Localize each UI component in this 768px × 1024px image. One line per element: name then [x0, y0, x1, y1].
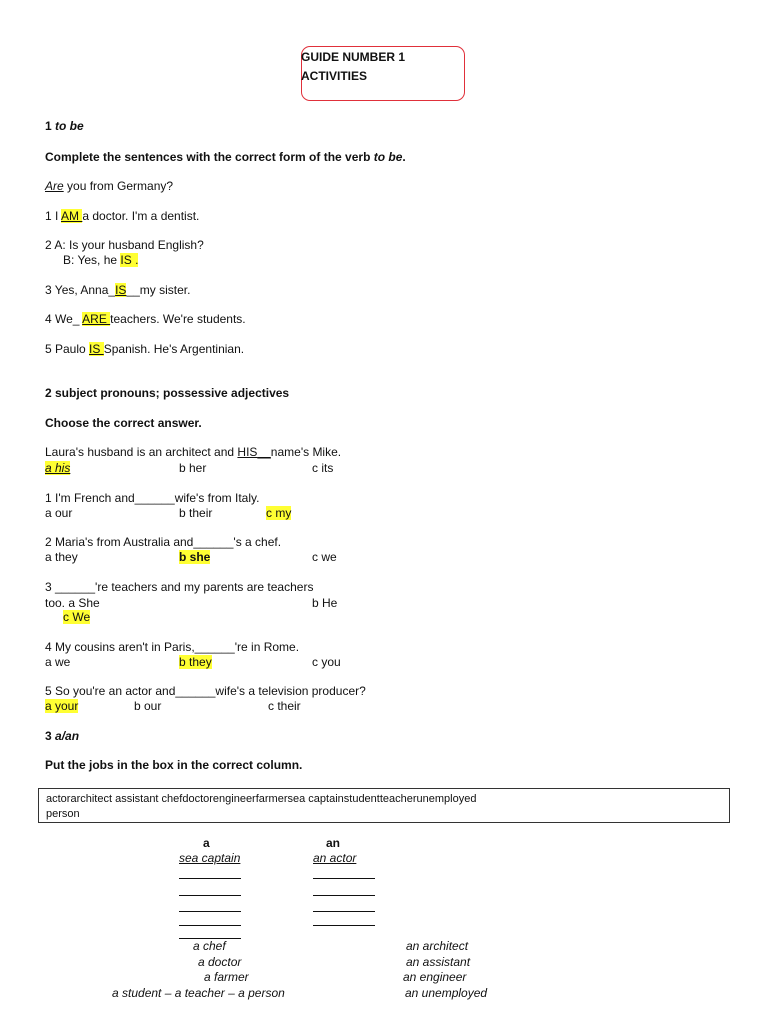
blank: _: [108, 283, 116, 297]
an-list-item: an architect: [406, 939, 469, 953]
answer-line: [179, 878, 241, 879]
example-answer: HIS: [237, 445, 258, 459]
s2-example-opt-c: c its: [312, 461, 334, 475]
s1-question-4: [45, 312, 246, 326]
jobs-box: [38, 788, 730, 823]
s2-q5-opt-c: c their: [268, 699, 301, 713]
section-3-instruction: Put the jobs in the box in the correct column.: [45, 758, 303, 772]
instr-text: Complete the sentences with the correct form of the verb: [45, 150, 374, 164]
a-list-item: a chef: [193, 939, 226, 953]
s1-question-2b: [63, 253, 138, 267]
q-text: Spanish. He's Argentinian.: [103, 342, 245, 356]
answer-line: [313, 895, 375, 896]
q-text: 3 Yes, Anna: [45, 283, 109, 297]
s2-q3-opt-a: too. a She: [45, 596, 100, 610]
q-text: 4 We: [45, 312, 73, 326]
answer-highlight: ARE: [82, 312, 111, 326]
s1-question-3: [45, 283, 190, 297]
q-text: 1 I: [45, 209, 62, 223]
s1-question-5: [45, 342, 244, 356]
section-3-number: 3: [45, 729, 56, 743]
instr-verb: to be: [373, 150, 403, 164]
section-1-instruction: [45, 150, 406, 164]
s2-q4-opt-a: a we: [45, 655, 71, 669]
a-list-item: a farmer: [204, 970, 249, 984]
example-answer: Are: [45, 179, 64, 193]
answer-line: [179, 911, 241, 912]
s2-q1-opt-a: a our: [45, 506, 73, 520]
section-1-title: to be: [55, 119, 84, 133]
section-1-heading: [45, 119, 84, 133]
q-text: name's Mike.: [270, 445, 342, 459]
answer-line: [313, 911, 375, 912]
s2-question-3: 3 ______'re teachers and my parents are teachers: [45, 580, 314, 594]
s2-q4-opt-c: c you: [312, 655, 341, 669]
example-sentence: [45, 179, 173, 193]
s2-q1-opt-b: b their: [179, 506, 213, 520]
q-text: my sister.: [139, 283, 191, 297]
q-text: Laura's husband is an architect and: [45, 445, 238, 459]
answer-line: [313, 878, 375, 879]
answer-line: [179, 925, 241, 926]
answer-highlight: AM: [61, 209, 83, 223]
answer-line: [179, 895, 241, 896]
q-text: B: Yes, he: [63, 253, 121, 267]
answer-line: [313, 925, 375, 926]
column-a-first: sea captain: [179, 851, 241, 865]
blank: __: [257, 445, 271, 459]
column-an-first: an actor: [313, 851, 357, 865]
s2-q4-opt-b: b they: [179, 655, 212, 669]
s1-question-1: [45, 209, 199, 223]
s2-q3-opt-b: b He: [312, 596, 338, 610]
q-text: a doctor. I'm a dentist.: [82, 209, 200, 223]
a-list-item: a student – a teacher – a person: [112, 986, 285, 1000]
s2-q5-opt-b: b our: [134, 699, 162, 713]
answer-highlight: IS .: [120, 253, 139, 267]
an-list-item: an assistant: [406, 955, 471, 969]
answer-highlight: IS: [115, 283, 127, 297]
s2-question-5: 5 So you're an actor and______wife's a television producer?: [45, 684, 366, 698]
jobs-box-line-2: person: [46, 808, 80, 820]
example-text: you from Germany?: [63, 179, 174, 193]
section-2-instruction: Choose the correct answer.: [45, 416, 202, 430]
s2-q2-opt-b: b she: [179, 550, 211, 564]
s2-example-opt-a: a his: [45, 461, 71, 475]
section-3-title: a/an: [55, 729, 80, 743]
column-an-header: an: [326, 836, 341, 850]
blank: __: [126, 283, 140, 297]
guide-title: GUIDE NUMBER 1: [301, 50, 406, 64]
an-list-item: an unemployed: [405, 986, 488, 1000]
column-a-header: a: [203, 836, 210, 850]
q-text: 5 Paulo: [45, 342, 86, 356]
s2-example: [45, 445, 341, 459]
s1-question-2a: 2 A: Is your husband English?: [45, 238, 204, 252]
an-list-item: an engineer: [403, 970, 467, 984]
section-1-number: 1: [45, 119, 56, 133]
a-list-item: a doctor: [198, 955, 242, 969]
s2-question-1: 1 I'm French and______wife's from Italy.: [45, 491, 260, 505]
q-text: teachers. We're students.: [110, 312, 246, 326]
answer-highlight: IS: [89, 342, 104, 356]
s2-q1-opt-c: c my: [266, 506, 292, 520]
s2-q2-opt-c: c we: [312, 550, 337, 564]
s2-q5-opt-a: a your: [45, 699, 79, 713]
s2-question-2: 2 Maria's from Australia and______'s a chef.: [45, 535, 282, 549]
instr-period: .: [402, 150, 406, 164]
activities-title: ACTIVITIES: [301, 69, 368, 83]
s2-q3-opt-c: c We: [63, 610, 91, 624]
blank: _: [72, 312, 83, 326]
jobs-box-line-1: actorarchitect assistant chefdoctorengineerfarmersea captainstudentteacherunemployed: [46, 793, 477, 805]
section-3-heading: [45, 729, 79, 743]
s2-question-4: 4 My cousins aren't in Paris,______'re in Rome.: [45, 640, 300, 654]
s2-q2-opt-a: a they: [45, 550, 78, 564]
section-2-heading: 2 subject pronouns; possessive adjectives: [45, 386, 290, 400]
s2-example-opt-b: b her: [179, 461, 207, 475]
